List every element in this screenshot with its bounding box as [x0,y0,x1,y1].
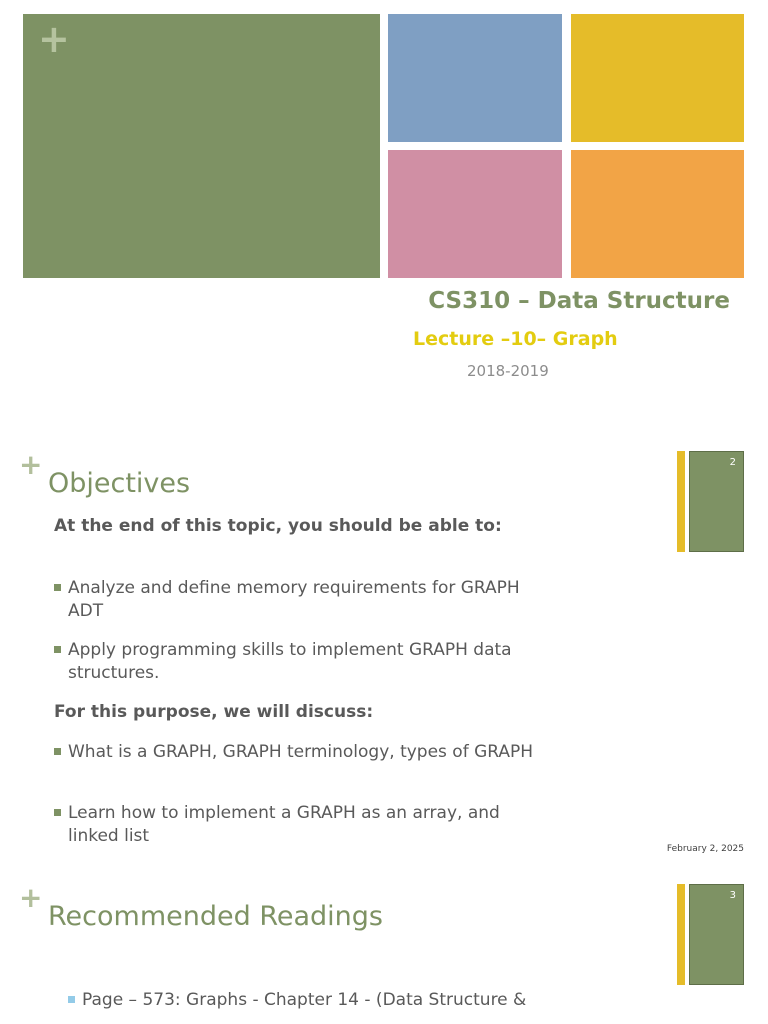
title-tile-pink [388,150,562,278]
square-bullet-icon [54,646,61,653]
title-tile-blue [388,14,562,142]
academic-year: 2018-2019 [467,362,549,380]
list-item-text: Analyze and define memory requirements for GRAPH ADT [68,578,520,621]
list-item-text: What is a GRAPH, GRAPH terminology, types of GRAPH [68,742,534,762]
slide-heading-readings: Recommended Readings [48,901,383,932]
objectives-intro: At the end of this topic, you should be able to: [54,516,502,536]
title-tile-yellow [571,14,744,142]
slide-date: February 2, 2025 [666,844,744,854]
plus-icon: + [38,17,70,61]
slide-accent-bar [677,884,685,985]
slide-accent-bar [677,451,685,552]
list-item [68,989,588,1012]
list-item-text: Apply programming skills to implement GRAPH data structures. [68,640,512,683]
list-item-text: Learn how to implement a GRAPH as an array, and linked list [68,803,500,846]
title-tile-green [23,14,380,278]
square-bullet-icon [54,809,61,816]
plus-icon: + [19,881,43,914]
list-item [54,741,534,764]
slide-number: 3 [729,890,736,901]
slide-number-badge [689,451,744,552]
list-item-text: Page – 573: Graphs - Chapter 14 - (Data Structure & [82,990,527,1010]
square-bullet-icon [54,748,61,755]
objectives-purpose: For this purpose, we will discuss: [54,702,374,722]
list-item [54,802,534,848]
slide-number: 2 [729,457,736,468]
title-tile-orange [571,150,744,278]
slide-heading-objectives: Objectives [48,468,191,499]
list-item [54,639,534,685]
square-bullet-icon [68,996,75,1003]
square-bullet-icon [54,584,61,591]
course-title: CS310 – Data Structure [428,288,730,314]
lecture-title: Lecture –10– Graph [413,328,618,350]
slide-number-badge [689,884,744,985]
plus-icon: + [19,448,43,481]
list-item [54,577,534,623]
